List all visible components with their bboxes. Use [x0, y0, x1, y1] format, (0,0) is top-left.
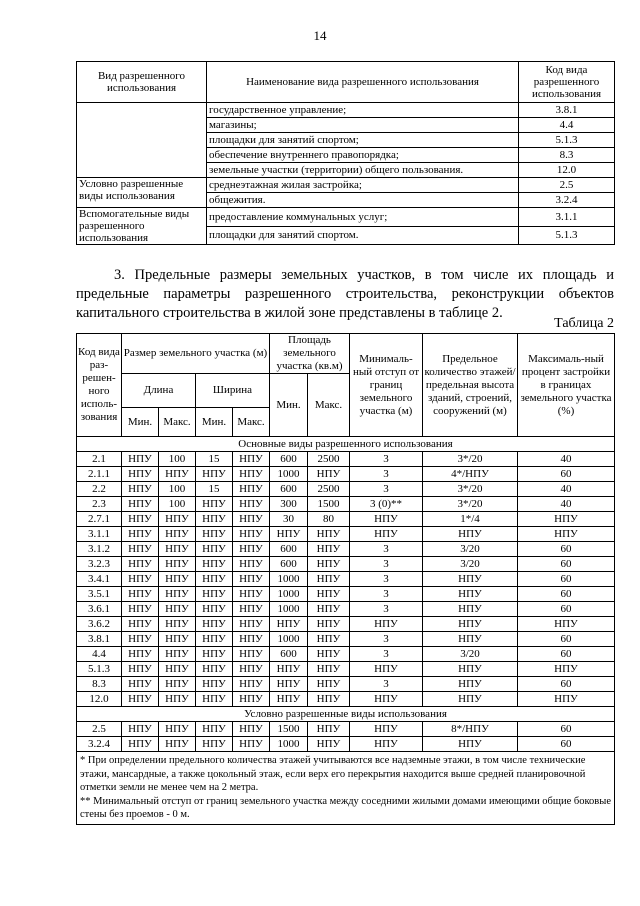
table2-cell: НПУ [233, 542, 270, 557]
table2-cell: НПУ [196, 662, 233, 677]
table2-cell: НПУ [196, 602, 233, 617]
footnotes [77, 752, 615, 825]
table2-cell: 5.1.3 [77, 662, 122, 677]
section-main-uses-row [77, 437, 615, 452]
table2-cell: НПУ [518, 692, 615, 707]
header-area-min: Мин. [270, 374, 308, 437]
table2-row [77, 737, 615, 752]
table2-cell: НПУ [122, 482, 159, 497]
section-main-uses: Основные виды разрешенного использования [77, 437, 615, 452]
table1-use-name: обеспечение внутреннего правопорядка; [207, 148, 519, 163]
table2-cell: НПУ [308, 467, 350, 482]
table2-cell: НПУ [518, 527, 615, 542]
table1-use-name: среднеэтажная жилая застройка; [207, 178, 519, 193]
table2-cell: 3 [350, 542, 423, 557]
table2-cell: 2500 [308, 452, 350, 467]
table2-cell: НПУ [423, 572, 518, 587]
table2-cell: НПУ [159, 467, 196, 482]
table2-cell: НПУ [196, 677, 233, 692]
table1-row [77, 178, 615, 193]
table2-cell: НПУ [159, 617, 196, 632]
table2-cell: НПУ [233, 527, 270, 542]
table2-cell: НПУ [196, 632, 233, 647]
table2-cell: НПУ [308, 617, 350, 632]
table2-cell: 2.3 [77, 497, 122, 512]
section-conditional-uses: Условно разрешенные виды использования [77, 707, 615, 722]
table2-cell: 60 [518, 602, 615, 617]
table2-cell: 100 [159, 482, 196, 497]
table2-cell: НПУ [308, 587, 350, 602]
table2-cell: НПУ [122, 587, 159, 602]
section-conditional-uses-row [77, 707, 615, 722]
header-width: Ширина [196, 374, 270, 408]
table2-cell: НПУ [518, 662, 615, 677]
table1-use-code: 5.1.3 [519, 133, 615, 148]
table2-cell: НПУ [518, 617, 615, 632]
table2-cell: 80 [308, 512, 350, 527]
table2-cell: 3/20 [423, 647, 518, 662]
table2-row [77, 572, 615, 587]
table2-cell: 1000 [270, 737, 308, 752]
table2-header-row-1 [77, 334, 615, 374]
table2-row [77, 542, 615, 557]
table2-cell: НПУ [233, 677, 270, 692]
table2-cell: НПУ [423, 587, 518, 602]
table2-cell: 4.4 [77, 647, 122, 662]
table2-cell: НПУ [196, 647, 233, 662]
table2-cell: НПУ [308, 572, 350, 587]
table2-cell: 3 [350, 572, 423, 587]
table2-cell: 2.5 [77, 722, 122, 737]
table1-use-name: предоставление коммунальных услуг; [207, 208, 519, 227]
table1-header-use-code: Код вида разрешенного использования [519, 62, 615, 103]
table2-cell: НПУ [350, 512, 423, 527]
table1-use-name: площадки для занятий спортом. [207, 226, 519, 245]
table2-cell: 3 [350, 647, 423, 662]
table2-cell: 2.2 [77, 482, 122, 497]
table2-cell: 1500 [270, 722, 308, 737]
permitted-use-table [76, 61, 615, 245]
table2-cell: 1000 [270, 467, 308, 482]
table2-cell: НПУ [270, 617, 308, 632]
table2-cell: НПУ [159, 692, 196, 707]
table2-cell: НПУ [196, 572, 233, 587]
table2-cell: НПУ [122, 632, 159, 647]
table2-cell: НПУ [122, 722, 159, 737]
table2-cell: 3.1.1 [77, 527, 122, 542]
table2-cell: 3 [350, 602, 423, 617]
table2-cell: НПУ [159, 632, 196, 647]
table2-cell: НПУ [196, 527, 233, 542]
table2-cell: 60 [518, 587, 615, 602]
table2-cell: НПУ [350, 692, 423, 707]
table2-cell: НПУ [233, 662, 270, 677]
header-floors: Предельное количество этажей/ предельная высота зданий, строений, сооружений (м) [423, 334, 518, 437]
table2-cell: НПУ [350, 722, 423, 737]
table2-cell: НПУ [233, 692, 270, 707]
table2-row [77, 632, 615, 647]
table1-use-name: площадки для занятий спортом; [207, 133, 519, 148]
table2-cell: НПУ [233, 452, 270, 467]
header-size: Размер земельного участка (м) [122, 334, 270, 374]
table2-cell: 100 [159, 452, 196, 467]
header-area: Площадь земельного участка (кв.м) [270, 334, 350, 374]
table2-cell: НПУ [423, 617, 518, 632]
table2-cell: 600 [270, 647, 308, 662]
table2-cell: НПУ [196, 512, 233, 527]
table2-cell: НПУ [308, 632, 350, 647]
table2-cell: НПУ [233, 482, 270, 497]
table2-cell: 1*/4 [423, 512, 518, 527]
table2-cell: 3 [350, 452, 423, 467]
table2-cell: НПУ [233, 587, 270, 602]
table2-cell: НПУ [122, 527, 159, 542]
paragraph-3: 3. Предельные размеры земельных участков, в том числе их площадь и предельные параметры разрешенного строительства, реконструкции объектов капитального строительства в жилой зоне представлены в таблице 2. [76, 267, 614, 321]
table1-header-row [77, 62, 615, 103]
table2-cell: 3/20 [423, 542, 518, 557]
table2-cell: 3*/20 [423, 482, 518, 497]
table2-cell: НПУ [308, 647, 350, 662]
table2-cell: 3.4.1 [77, 572, 122, 587]
table2-cell: 3.2.3 [77, 557, 122, 572]
table2-cell: 3.6.2 [77, 617, 122, 632]
table2-cell: НПУ [122, 677, 159, 692]
table1-row [77, 103, 615, 118]
table2-cell: НПУ [196, 557, 233, 572]
table2-cell: НПУ [122, 497, 159, 512]
table2-cell: НПУ [159, 557, 196, 572]
table1-use-name: государственное управление; [207, 103, 519, 118]
table1-use-code: 5.1.3 [519, 226, 615, 245]
table2-cell: НПУ [122, 452, 159, 467]
table2-cell: 3.6.1 [77, 602, 122, 617]
table2-row [77, 647, 615, 662]
table2-cell: НПУ [350, 527, 423, 542]
table1-group-label: Вспомогательные виды разрешенного использования [77, 208, 207, 245]
table2-row [77, 482, 615, 497]
table2-cell: НПУ [122, 602, 159, 617]
table2-cell: НПУ [233, 497, 270, 512]
table2-cell: НПУ [159, 602, 196, 617]
table2-row [77, 602, 615, 617]
table2-row [77, 467, 615, 482]
table2-cell: НПУ [423, 527, 518, 542]
table2-cell: НПУ [122, 692, 159, 707]
table2-cell: 60 [518, 647, 615, 662]
table1-use-name: общежития. [207, 193, 519, 208]
table2-cell: НПУ [159, 662, 196, 677]
table2-cell: НПУ [233, 557, 270, 572]
table2-cell: НПУ [122, 662, 159, 677]
table2-cell: НПУ [350, 617, 423, 632]
table2-cell: 2500 [308, 482, 350, 497]
table2-cell: НПУ [196, 692, 233, 707]
table2-cell: НПУ [196, 467, 233, 482]
table2-row [77, 722, 615, 737]
table2-cell: НПУ [350, 662, 423, 677]
table2-cell: 600 [270, 557, 308, 572]
table2-row [77, 692, 615, 707]
table2-row [77, 452, 615, 467]
table2-cell: 600 [270, 452, 308, 467]
table2-cell: 3*/20 [423, 452, 518, 467]
table1-use-name: земельные участки (территории) общего пользования. [207, 163, 519, 178]
table2-row [77, 677, 615, 692]
table2-cell: 3 [350, 557, 423, 572]
table2-cell: НПУ [270, 527, 308, 542]
table2-row [77, 587, 615, 602]
table2-cell: 8.3 [77, 677, 122, 692]
table2-cell: НПУ [159, 647, 196, 662]
table2-cell: НПУ [308, 662, 350, 677]
table2-cell: 300 [270, 497, 308, 512]
table2-cell: 40 [518, 452, 615, 467]
table2-cell: 3*/20 [423, 497, 518, 512]
table2-cell: НПУ [308, 737, 350, 752]
table1-use-code: 4.4 [519, 118, 615, 133]
table2-cell: НПУ [196, 497, 233, 512]
table2-cell: 40 [518, 482, 615, 497]
table2-cell: НПУ [270, 662, 308, 677]
table2-cell: НПУ [270, 692, 308, 707]
table2-cell: 3 (0)** [350, 497, 423, 512]
table2-cell: 60 [518, 737, 615, 752]
table2-cell: 3.5.1 [77, 587, 122, 602]
table2-cell: 100 [159, 497, 196, 512]
table1-use-name: магазины; [207, 118, 519, 133]
table1-use-code: 2.5 [519, 178, 615, 193]
table2-cell: НПУ [122, 737, 159, 752]
table2-row [77, 527, 615, 542]
table2-cell: 1500 [308, 497, 350, 512]
land-parameters-table [76, 333, 615, 825]
header-width-min: Мин. [196, 408, 233, 437]
table2-cell: 60 [518, 722, 615, 737]
table2-cell: НПУ [270, 677, 308, 692]
table2-cell: НПУ [423, 692, 518, 707]
table2-cell: НПУ [308, 602, 350, 617]
table2-cell: НПУ [159, 722, 196, 737]
table2-cell: 3 [350, 482, 423, 497]
table1-use-code: 3.8.1 [519, 103, 615, 118]
table2-cell: НПУ [423, 662, 518, 677]
table2-cell: 1000 [270, 572, 308, 587]
table2-cell: 3.8.1 [77, 632, 122, 647]
table2-cell: 3 [350, 467, 423, 482]
table2-cell: 3.2.4 [77, 737, 122, 752]
table2-cell: НПУ [233, 617, 270, 632]
table2-cell: НПУ [308, 542, 350, 557]
table2-cell: 60 [518, 557, 615, 572]
table1-row [77, 208, 615, 227]
table2-cell: НПУ [233, 647, 270, 662]
table2-row [77, 617, 615, 632]
table2-cell: 40 [518, 497, 615, 512]
table2-cell: НПУ [159, 572, 196, 587]
table2-cell: НПУ [196, 617, 233, 632]
table2-cell: НПУ [233, 572, 270, 587]
header-length: Длина [122, 374, 196, 408]
table2-cell: НПУ [233, 632, 270, 647]
table2-cell: 2.1 [77, 452, 122, 467]
table1-use-code: 12.0 [519, 163, 615, 178]
footnote-1: * При определении предельного количества этажей учитываются все надземные этажи, в том числе технические этажи, мансардные, а также цокольный этаж, если верх его перекрытия находится выше средней планировочной отметки земли не менее чем на 2 метра. [80, 755, 586, 793]
header-area-max: Макс. [308, 374, 350, 437]
header-length-min: Мин. [122, 408, 159, 437]
table2-cell: 8*/НПУ [423, 722, 518, 737]
table2-cell: 30 [270, 512, 308, 527]
table1-use-code: 3.1.1 [519, 208, 615, 227]
table2-cell: НПУ [308, 677, 350, 692]
table2-cell: НПУ [196, 587, 233, 602]
table2-cell: 12.0 [77, 692, 122, 707]
table2-cell: НПУ [122, 617, 159, 632]
table2-cell: 600 [270, 482, 308, 497]
table2-cell: НПУ [350, 737, 423, 752]
table2-cell: НПУ [196, 737, 233, 752]
table2-cell: НПУ [122, 647, 159, 662]
table2-cell: 1000 [270, 632, 308, 647]
table2-cell: НПУ [233, 467, 270, 482]
table2-row [77, 557, 615, 572]
table2-cell: 15 [196, 452, 233, 467]
table2-row [77, 512, 615, 527]
table1-header-use-type: Вид разрешенного использования [77, 62, 207, 103]
table2-row [77, 497, 615, 512]
table2-cell: НПУ [233, 512, 270, 527]
table1-group-label [77, 103, 207, 178]
table2-cell: 15 [196, 482, 233, 497]
table1-header-use-name: Наименование вида разрешенного использования [207, 62, 519, 103]
table2-cell: 60 [518, 542, 615, 557]
table2-cell: НПУ [233, 722, 270, 737]
table2-cell: НПУ [159, 512, 196, 527]
table2-cell: 3 [350, 632, 423, 647]
table2-cell: 1000 [270, 602, 308, 617]
table2-cell: НПУ [308, 692, 350, 707]
table2-row [77, 662, 615, 677]
table2-cell: НПУ [159, 587, 196, 602]
table2-cell: НПУ [159, 677, 196, 692]
footnotes-row [77, 752, 615, 825]
table2-cell: 3 [350, 587, 423, 602]
table2-cell: 600 [270, 542, 308, 557]
table2-cell: НПУ [233, 602, 270, 617]
table2-caption: Таблица 2 [554, 316, 614, 331]
table2-cell: 60 [518, 467, 615, 482]
table2-cell: 3.1.2 [77, 542, 122, 557]
table2-cell: НПУ [423, 737, 518, 752]
table2-cell: 60 [518, 632, 615, 647]
header-length-max: Макс. [159, 408, 196, 437]
header-coverage: Максималь-ный процент застройки в границах земельного участка (%) [518, 334, 615, 437]
table2-cell: НПУ [122, 557, 159, 572]
table2-cell: НПУ [159, 527, 196, 542]
table1-use-code: 3.2.4 [519, 193, 615, 208]
page-number: 14 [313, 28, 327, 43]
table2-cell: 60 [518, 572, 615, 587]
table2-cell: 3/20 [423, 557, 518, 572]
table1-group-label: Условно разрешенные виды использования [77, 178, 207, 208]
header-code: Код вида раз-решен-ного исполь-зования [77, 334, 122, 437]
header-setback: Минималь-ный отступ от границ земельного участка (м) [350, 334, 423, 437]
table2-cell: НПУ [423, 602, 518, 617]
table2-cell: НПУ [308, 557, 350, 572]
table2-cell: 2.7.1 [77, 512, 122, 527]
table2-cell: НПУ [308, 527, 350, 542]
footnote-2: ** Минимальный отступ от границ земельного участка между соседними жилыми домами имеющими общие боковые стены без проемов - 0 м. [80, 795, 611, 820]
table2-cell: НПУ [196, 722, 233, 737]
table2-cell: НПУ [233, 737, 270, 752]
table2-cell: НПУ [423, 632, 518, 647]
table2-cell: НПУ [122, 572, 159, 587]
table2-cell: 4*/НПУ [423, 467, 518, 482]
header-width-max: Макс. [233, 408, 270, 437]
table2-cell: НПУ [518, 512, 615, 527]
table2-cell: НПУ [308, 722, 350, 737]
table1-use-code: 8.3 [519, 148, 615, 163]
table2-cell: 60 [518, 677, 615, 692]
table2-cell: НПУ [122, 542, 159, 557]
table2-cell: НПУ [159, 737, 196, 752]
table2-cell: НПУ [122, 467, 159, 482]
table2-cell: НПУ [196, 542, 233, 557]
table2-cell: НПУ [159, 542, 196, 557]
table2-cell: НПУ [122, 512, 159, 527]
table2-cell: 3 [350, 677, 423, 692]
table2-cell: 2.1.1 [77, 467, 122, 482]
table2-cell: НПУ [423, 677, 518, 692]
table2-cell: 1000 [270, 587, 308, 602]
